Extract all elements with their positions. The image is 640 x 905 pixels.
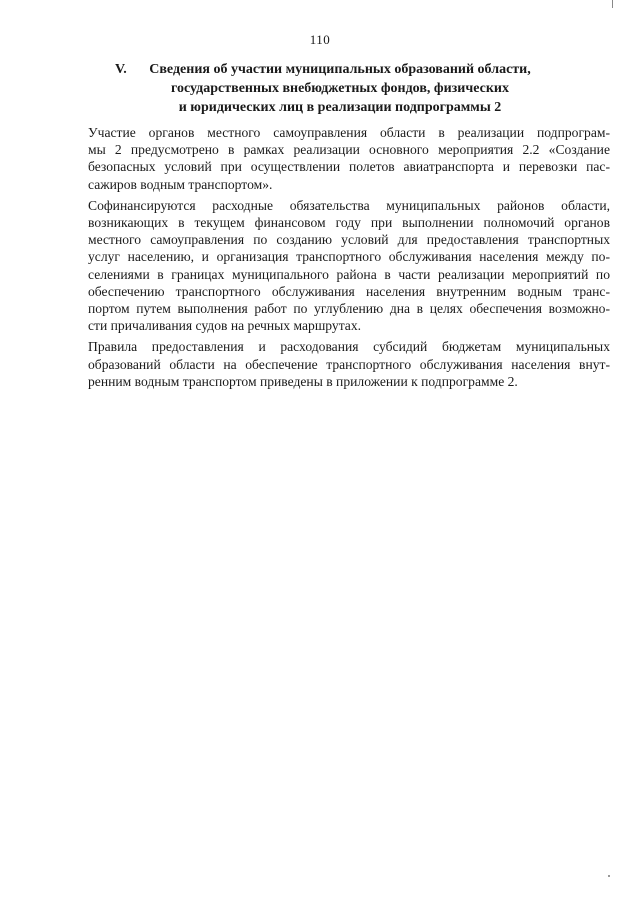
section-title-line-2: государственных внебюджетных фондов, физических: [171, 81, 509, 96]
page-number: 110: [309, 32, 331, 47]
paragraph-line: Софинансируются расходные обязательства муниципальных районов области,: [88, 197, 610, 213]
paragraph-cofinancing: [88, 197, 610, 335]
paragraph-line: сти причаливания судов на речных маршрутах.: [88, 318, 362, 334]
paragraph-line: возникающих в текущем финансовом году при выполнении полномочий органов: [88, 215, 610, 231]
paragraph-line: услуг населению, и организация транспортного обслуживания населения между по-: [88, 249, 610, 265]
section-title-line-1: Сведения об участии муниципальных образований области,: [149, 62, 531, 77]
paragraph-line: безопасных условий при осуществлении полетов авиатранспорта и перевозки пас-: [88, 159, 610, 175]
paragraph-line: местного самоуправления по созданию условий для предоставления транспортных: [88, 232, 610, 248]
paragraph-line: образований области на обеспечение транспортного обслуживания населения внут-: [88, 356, 610, 372]
paragraph-line: мы 2 предусмотрено в рамках реализации основного мероприятия 2.2 «Создание: [88, 142, 610, 158]
paragraph-line: обеспечению транспортного обслуживания населения внутренним водным транс-: [88, 283, 610, 299]
section-heading: [100, 60, 580, 117]
scan-speck: [608, 875, 610, 877]
paragraph-line: Участие органов местного самоуправления области в реализации подпрограм-: [88, 125, 610, 140]
paragraph-line: селениями в границах муниципального района в части реализации мероприятий по: [88, 266, 610, 282]
scan-edge-mark: [612, 0, 613, 8]
paragraph-line: ренним водным транспортом приведены в приложении к подпрограмме 2.: [88, 373, 518, 389]
paragraph-line: портом путем выполнения работ по углублению дна в целях обеспечения возможно-: [88, 301, 610, 317]
paragraph-line: сажиров водным транспортом».: [88, 176, 273, 192]
paragraph-municipal-participation: [88, 124, 610, 193]
section-number: V.: [115, 62, 127, 77]
document-body: [88, 124, 610, 394]
paragraph-line: Правила предоставления и расходования субсидий бюджетам муниципальных: [88, 339, 610, 355]
section-title-line-3: и юридических лиц в реализации подпрограммы 2: [178, 100, 502, 115]
paragraph-subsidy-rules: [88, 338, 610, 390]
